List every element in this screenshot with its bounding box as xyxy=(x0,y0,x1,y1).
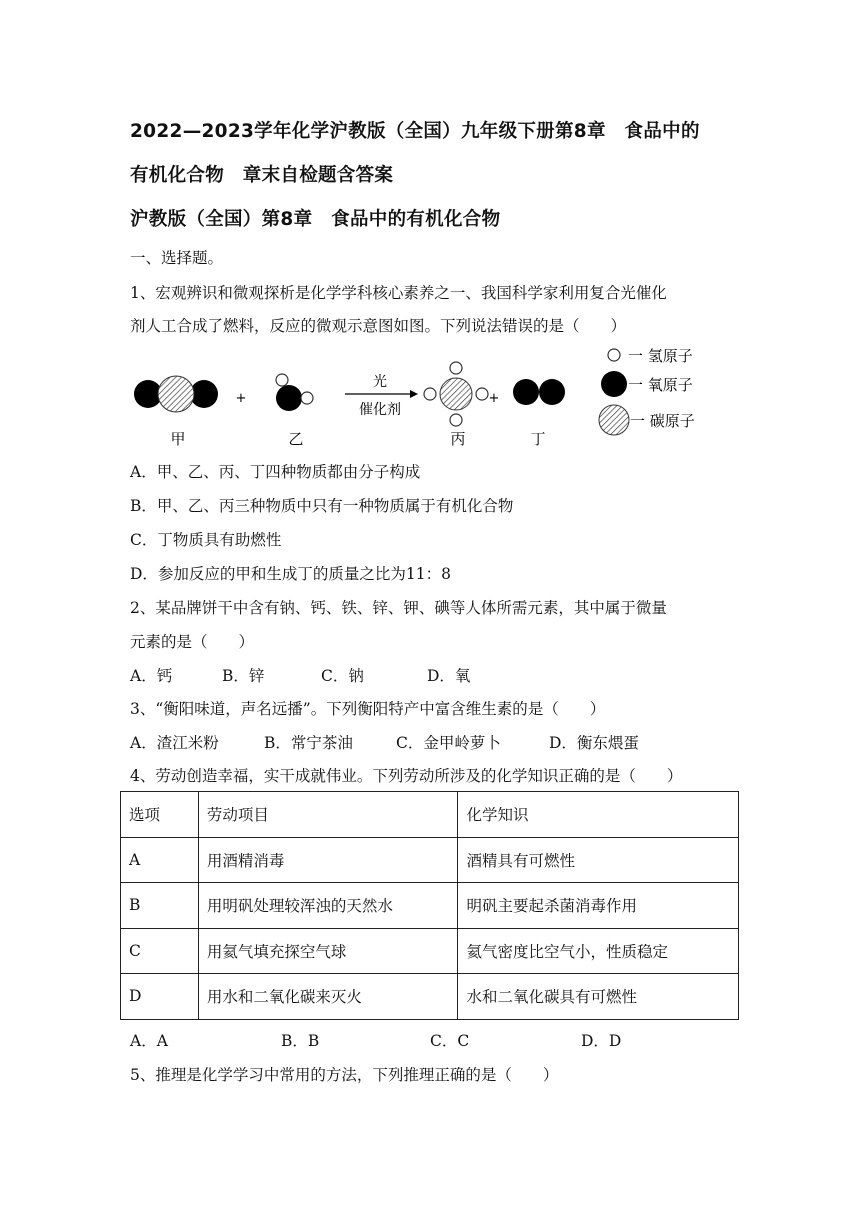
q4-stem: 4、劳动创造幸福，实干成就伟业。下列劳动所涉及的化学知识正确的是（ ） xyxy=(130,767,683,785)
label-yi: 乙 xyxy=(288,430,304,448)
q4-option-c: C．C xyxy=(430,1032,470,1050)
table-cell: A xyxy=(121,837,199,883)
table-row xyxy=(121,928,739,974)
q1-option-d: D．参加反应的甲和生成丁的质量之比为11：8 xyxy=(130,565,452,583)
q2-stem-line1: 2、某品牌饼干中含有钠、钙、铁、锌、钾、碘等人体所需元素，其中属于微量 xyxy=(130,599,667,617)
label-bing: 丙 xyxy=(450,430,466,448)
q5-stem: 5、推理是化学学习中常用的方法，下列推理正确的是（ ） xyxy=(130,1066,559,1084)
reaction-diagram xyxy=(120,342,720,457)
q1-option-c: C．丁物质具有助燃性 xyxy=(130,531,282,549)
molecule-bing xyxy=(424,362,488,426)
q2-stem-line2: 元素的是（ ） xyxy=(130,633,255,651)
q2-option-c: C．钠 xyxy=(321,667,364,685)
table-cell: 明矾主要起杀菌消毒作用 xyxy=(458,883,739,929)
table-row xyxy=(121,974,739,1020)
table-cell: 用酒精消毒 xyxy=(198,837,458,883)
table-header-cell: 化学知识 xyxy=(458,792,739,838)
condition-light: 光 xyxy=(373,374,387,390)
q4-option-b: B．B xyxy=(281,1032,320,1050)
table-header-row xyxy=(121,792,739,838)
document-title-line1: 2022—2023学年化学沪教版（全国）九年级下册第8章 食品中的 xyxy=(130,121,700,142)
q3-option-c: C．金甲岭萝卜 xyxy=(396,734,501,752)
molecule-jia xyxy=(134,376,218,412)
q3-option-b: B．常宁茶油 xyxy=(264,734,353,752)
document-title-line2: 有机化合物 章末自检题含答案 xyxy=(130,165,394,186)
q4-option-a: A．A xyxy=(130,1032,168,1050)
table-cell: C xyxy=(121,928,199,974)
document-subtitle: 沪教版（全国）第8章 食品中的有机化合物 xyxy=(130,209,501,230)
molecule-yi xyxy=(276,374,313,411)
table-cell: 用氦气填充探空气球 xyxy=(198,928,458,974)
q3-option-a: A．渣江米粉 xyxy=(130,734,219,752)
label-ding: 丁 xyxy=(530,430,546,448)
q2-option-b: B．锌 xyxy=(222,667,265,685)
q2-options xyxy=(130,664,470,686)
q3-options xyxy=(130,731,639,753)
legend-carbon: 一 碳原子 xyxy=(630,412,695,430)
table-header-cell: 劳动项目 xyxy=(198,792,458,838)
q4-options xyxy=(130,1029,621,1051)
plus-sign-1: + xyxy=(235,391,247,406)
table-cell: 氦气密度比空气小，性质稳定 xyxy=(458,928,739,974)
q2-option-a: A．钙 xyxy=(130,667,173,685)
q1-option-a: A．甲、乙、丙、丁四种物质都由分子构成 xyxy=(130,463,421,481)
table-cell: D xyxy=(121,974,199,1020)
q3-option-d: D．衡东煨蛋 xyxy=(549,734,639,752)
reaction-arrow xyxy=(345,390,418,398)
q1-option-b: B．甲、乙、丙三种物质中只有一种物质属于有机化合物 xyxy=(130,497,514,515)
q1-stem-line1: 1、宏观辨识和微观探析是化学学科核心素养之一、我国科学家利用复合光催化 xyxy=(130,284,667,302)
q1-stem-line2: 剂人工合成了燃料，反应的微观示意图如图。下列说法错误的是（ ） xyxy=(130,317,627,335)
table-row xyxy=(121,837,739,883)
plus-sign-2: + xyxy=(488,391,500,406)
table-cell: B xyxy=(121,883,199,929)
label-jia: 甲 xyxy=(170,430,186,448)
condition-catalyst: 催化剂 xyxy=(359,402,401,418)
molecule-ding xyxy=(513,379,565,405)
table-row xyxy=(121,883,739,929)
legend-oxygen: 一 氧原子 xyxy=(628,376,693,394)
q4-option-d: D．D xyxy=(581,1032,622,1050)
table-cell: 用明矾处理较浑浊的天然水 xyxy=(198,883,458,929)
legend xyxy=(599,347,695,435)
q2-option-d: D．氧 xyxy=(427,667,471,685)
table-cell: 用水和二氧化碳来灭火 xyxy=(198,974,458,1020)
q3-stem: 3、“衡阳味道，声名远播”。下列衡阳特产中富含维生素的是（ ） xyxy=(130,700,606,718)
table-cell: 水和二氧化碳具有可燃性 xyxy=(458,974,739,1020)
q4-table xyxy=(120,791,739,1020)
table-header-cell: 选项 xyxy=(121,792,199,838)
section-heading: 一、选择题。 xyxy=(130,249,224,267)
legend-hydrogen: 一 氢原子 xyxy=(628,347,693,365)
table-cell: 酒精具有可燃性 xyxy=(458,837,739,883)
